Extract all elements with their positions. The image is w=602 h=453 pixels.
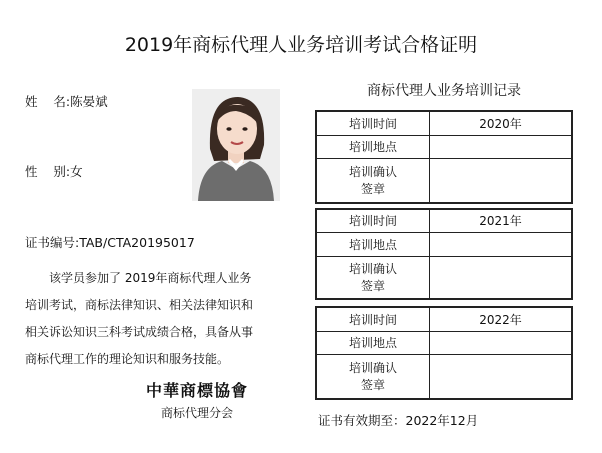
- training-place-value: [430, 331, 572, 354]
- training-confirm-value: [430, 158, 572, 202]
- cert-number-row: [25, 233, 195, 251]
- confirm-label-line: 培训确认: [348, 262, 397, 277]
- training-confirm-label: [317, 158, 430, 202]
- training-confirm-label: [317, 354, 430, 398]
- statement-line: 相关诉讼知识三科考试成绩合格，具备从事: [25, 325, 254, 339]
- gender-value: 女: [70, 164, 83, 179]
- certificate-statement: [25, 265, 295, 373]
- training-time-label: 培训时间: [317, 112, 430, 135]
- training-place-label: 培训地点: [317, 331, 430, 354]
- portrait-photo: [192, 89, 280, 201]
- training-year: 2021年: [430, 210, 572, 232]
- issuer-branch: 商标代理分会: [160, 406, 233, 420]
- certificate-title: 2019年商标代理人业务培训考试合格证明: [124, 34, 478, 56]
- training-year: 2022年: [430, 308, 572, 331]
- name-row: [25, 92, 108, 110]
- training-place-value: [430, 232, 572, 256]
- association-seal: 中華商標協會: [145, 381, 248, 400]
- cert-number-label: 证书编号:: [25, 235, 80, 250]
- statement-line: 商标代理工作的理论知识和服务技能。: [25, 352, 230, 366]
- training-confirm-value: [430, 256, 572, 298]
- confirm-label-line: 签章: [360, 378, 385, 393]
- statement-line: 培训考试，商标法律知识、相关法律知识和: [25, 298, 254, 312]
- certificate-expiry: 证书有效期至：2022年12月: [318, 413, 479, 428]
- name-value: 陈晏斌: [70, 94, 108, 109]
- confirm-label-line: 培训确认: [348, 165, 397, 180]
- training-place-label: 培训地点: [317, 135, 430, 158]
- statement-line: 该学员参加了 2019年商标代理人业务: [49, 271, 252, 285]
- training-time-label: 培训时间: [317, 210, 430, 232]
- name-label: 姓 名:: [25, 94, 71, 109]
- training-record-title: 商标代理人业务培训记录: [367, 83, 521, 99]
- gender-row: [25, 162, 83, 180]
- confirm-label-line: 签章: [360, 182, 385, 197]
- training-record-2021: [315, 208, 573, 300]
- training-time-label: 培训时间: [317, 308, 430, 331]
- training-confirm-value: [430, 354, 572, 398]
- training-place-label: 培训地点: [317, 232, 430, 256]
- training-record-2020: [315, 110, 573, 204]
- confirm-label-line: 培训确认: [348, 361, 397, 376]
- confirm-label-line: 签章: [360, 279, 385, 294]
- cert-number-value: TAB/CTA20195017: [79, 235, 195, 250]
- training-place-value: [430, 135, 572, 158]
- training-year: 2020年: [430, 112, 572, 135]
- training-confirm-label: [317, 256, 430, 298]
- gender-label: 性 别:: [25, 164, 71, 179]
- training-record-2022: [315, 306, 573, 400]
